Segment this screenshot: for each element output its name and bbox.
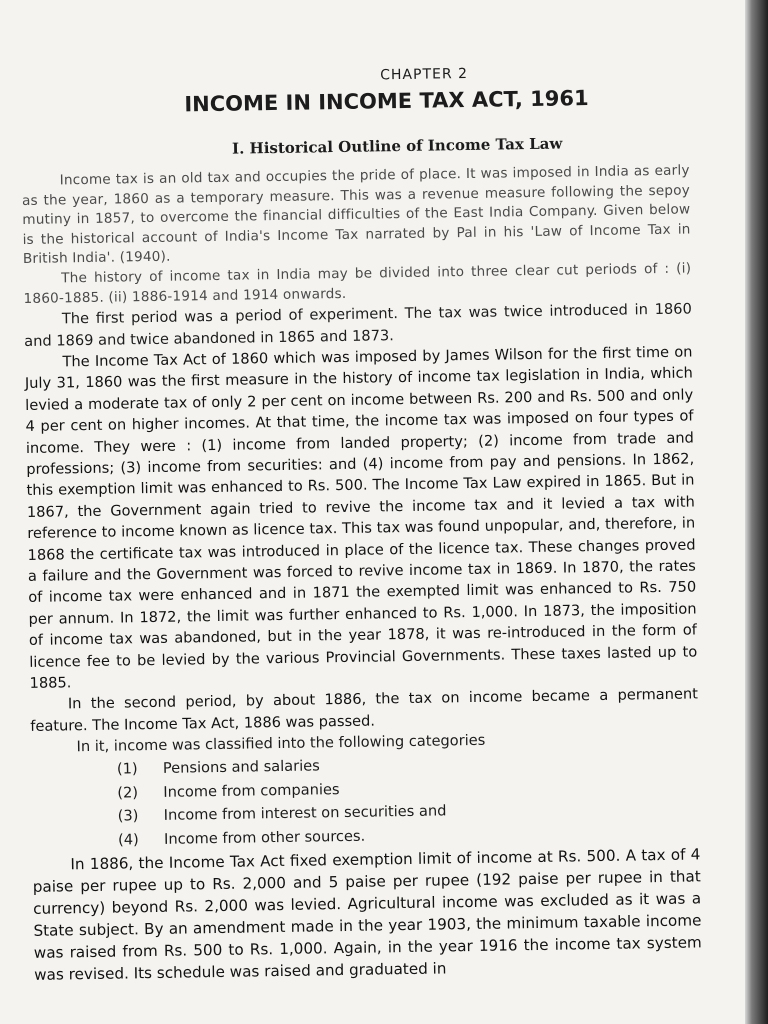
- list-item-text: Income from other sources.: [163, 827, 366, 848]
- list-intro: In it, income was classified into the following categories: [76, 732, 486, 756]
- paragraph: The history of income tax in India may be divided into three clear cut periods of : (i) 1860-1885. (ii) 1886-1914 and 1914 onwards.: [23, 260, 692, 307]
- list-item-number: (1): [116, 760, 138, 778]
- paragraph: In the second period, by about 1886, the tax on income became a permanent feature. The Income Tax Act, 1886 was passed.: [30, 685, 698, 735]
- chapter-title: INCOME IN INCOME TAX ACT, 1961: [184, 86, 589, 117]
- category-list: [31, 749, 700, 854]
- paragraph: The first period was a period of experiment. The tax was twice introduced in 1860 and 1869 and twice abandoned in 1865 and 1873.: [24, 300, 692, 350]
- paragraph: The Income Tax Act of 1860 which was imposed by James Wilson for the first time on July 31, 1860 was the first measure in the history of income tax legislation in India, which levied a moderate tax of only 2 per cent on income between Rs. 200 and Rs. 500 and only 4 per cent on higher incomes. At that time, the income tax was imposed on four types of income. They were : (1) income from landed property; (2) income from trade and professions; (3) income from securities: and (4) income from pay and pensions. In 1862, this exemption limit was enhanced to Rs. 500. The Income Tax Law expired in 1865. But in 1867, the Government again tried to revive the income tax and it levied a tax with reference to income known as licence tax. This tax was found unpopular, and, therefore, in 1868 the certificate tax was introduced in place of the licence tax. These changes proved a failure and the Government was forced to revive income tax in 1869. In 1870, the rates of income tax were enhanced and in 1871 the exempted limit was enhanced to Rs. 750 per annum. In 1872, the limit was further enhanced to Rs. 1,000. In 1873, the imposition of income tax was abandoned, but in the year 1878, it was re-introduced in the form of licence fee to be levied by the various Provincial Governments. These taxes lasted up to 1885.: [24, 343, 698, 692]
- list-item-text: Income from interest on securities and: [163, 802, 447, 825]
- list-item-text: Pensions and salaries: [162, 757, 320, 778]
- chapter-label: CHAPTER 2: [380, 65, 469, 84]
- closing-paragraph: In 1886, the Income Tax Act fixed exemption limit of income at Rs. 500. A tax of 4 paise per rupee up to Rs. 2,000 and 5 paise per rupee (192 paise per rupee in that currency) beyond Rs. 2,000 was levied. Agricultural income was excluded as it was a State subject. By an amendment made in the year 1903, the minimum taxable income was raised from Rs. 500 to Rs. 1,000. Again, in the year 1916 the income tax system was revised. Its schedule was raised and graduated in: [32, 845, 702, 984]
- page-content: [20, 62, 702, 986]
- paragraph: Income tax is an old tax and occupies the pride of place. It was imposed in India as early as the year, 1860 as a temporary measure. This was a revenue measure following the sepoy mutiny in 1857, to overcome the financial difficulties of the East India Company. Given below is the historical account of India's Income Tax narrated by Pal in his 'Law of Income Tax in British India'. (1940).: [21, 162, 691, 268]
- page-edge-shadow: [745, 0, 768, 1024]
- list-item-text: Income from companies: [163, 780, 340, 801]
- list-item-number: (4): [117, 831, 139, 849]
- section-heading: I. Historical Outline of Income Tax Law: [231, 134, 563, 158]
- list-item-number: (3): [117, 807, 139, 826]
- list-item-number: (2): [117, 784, 139, 802]
